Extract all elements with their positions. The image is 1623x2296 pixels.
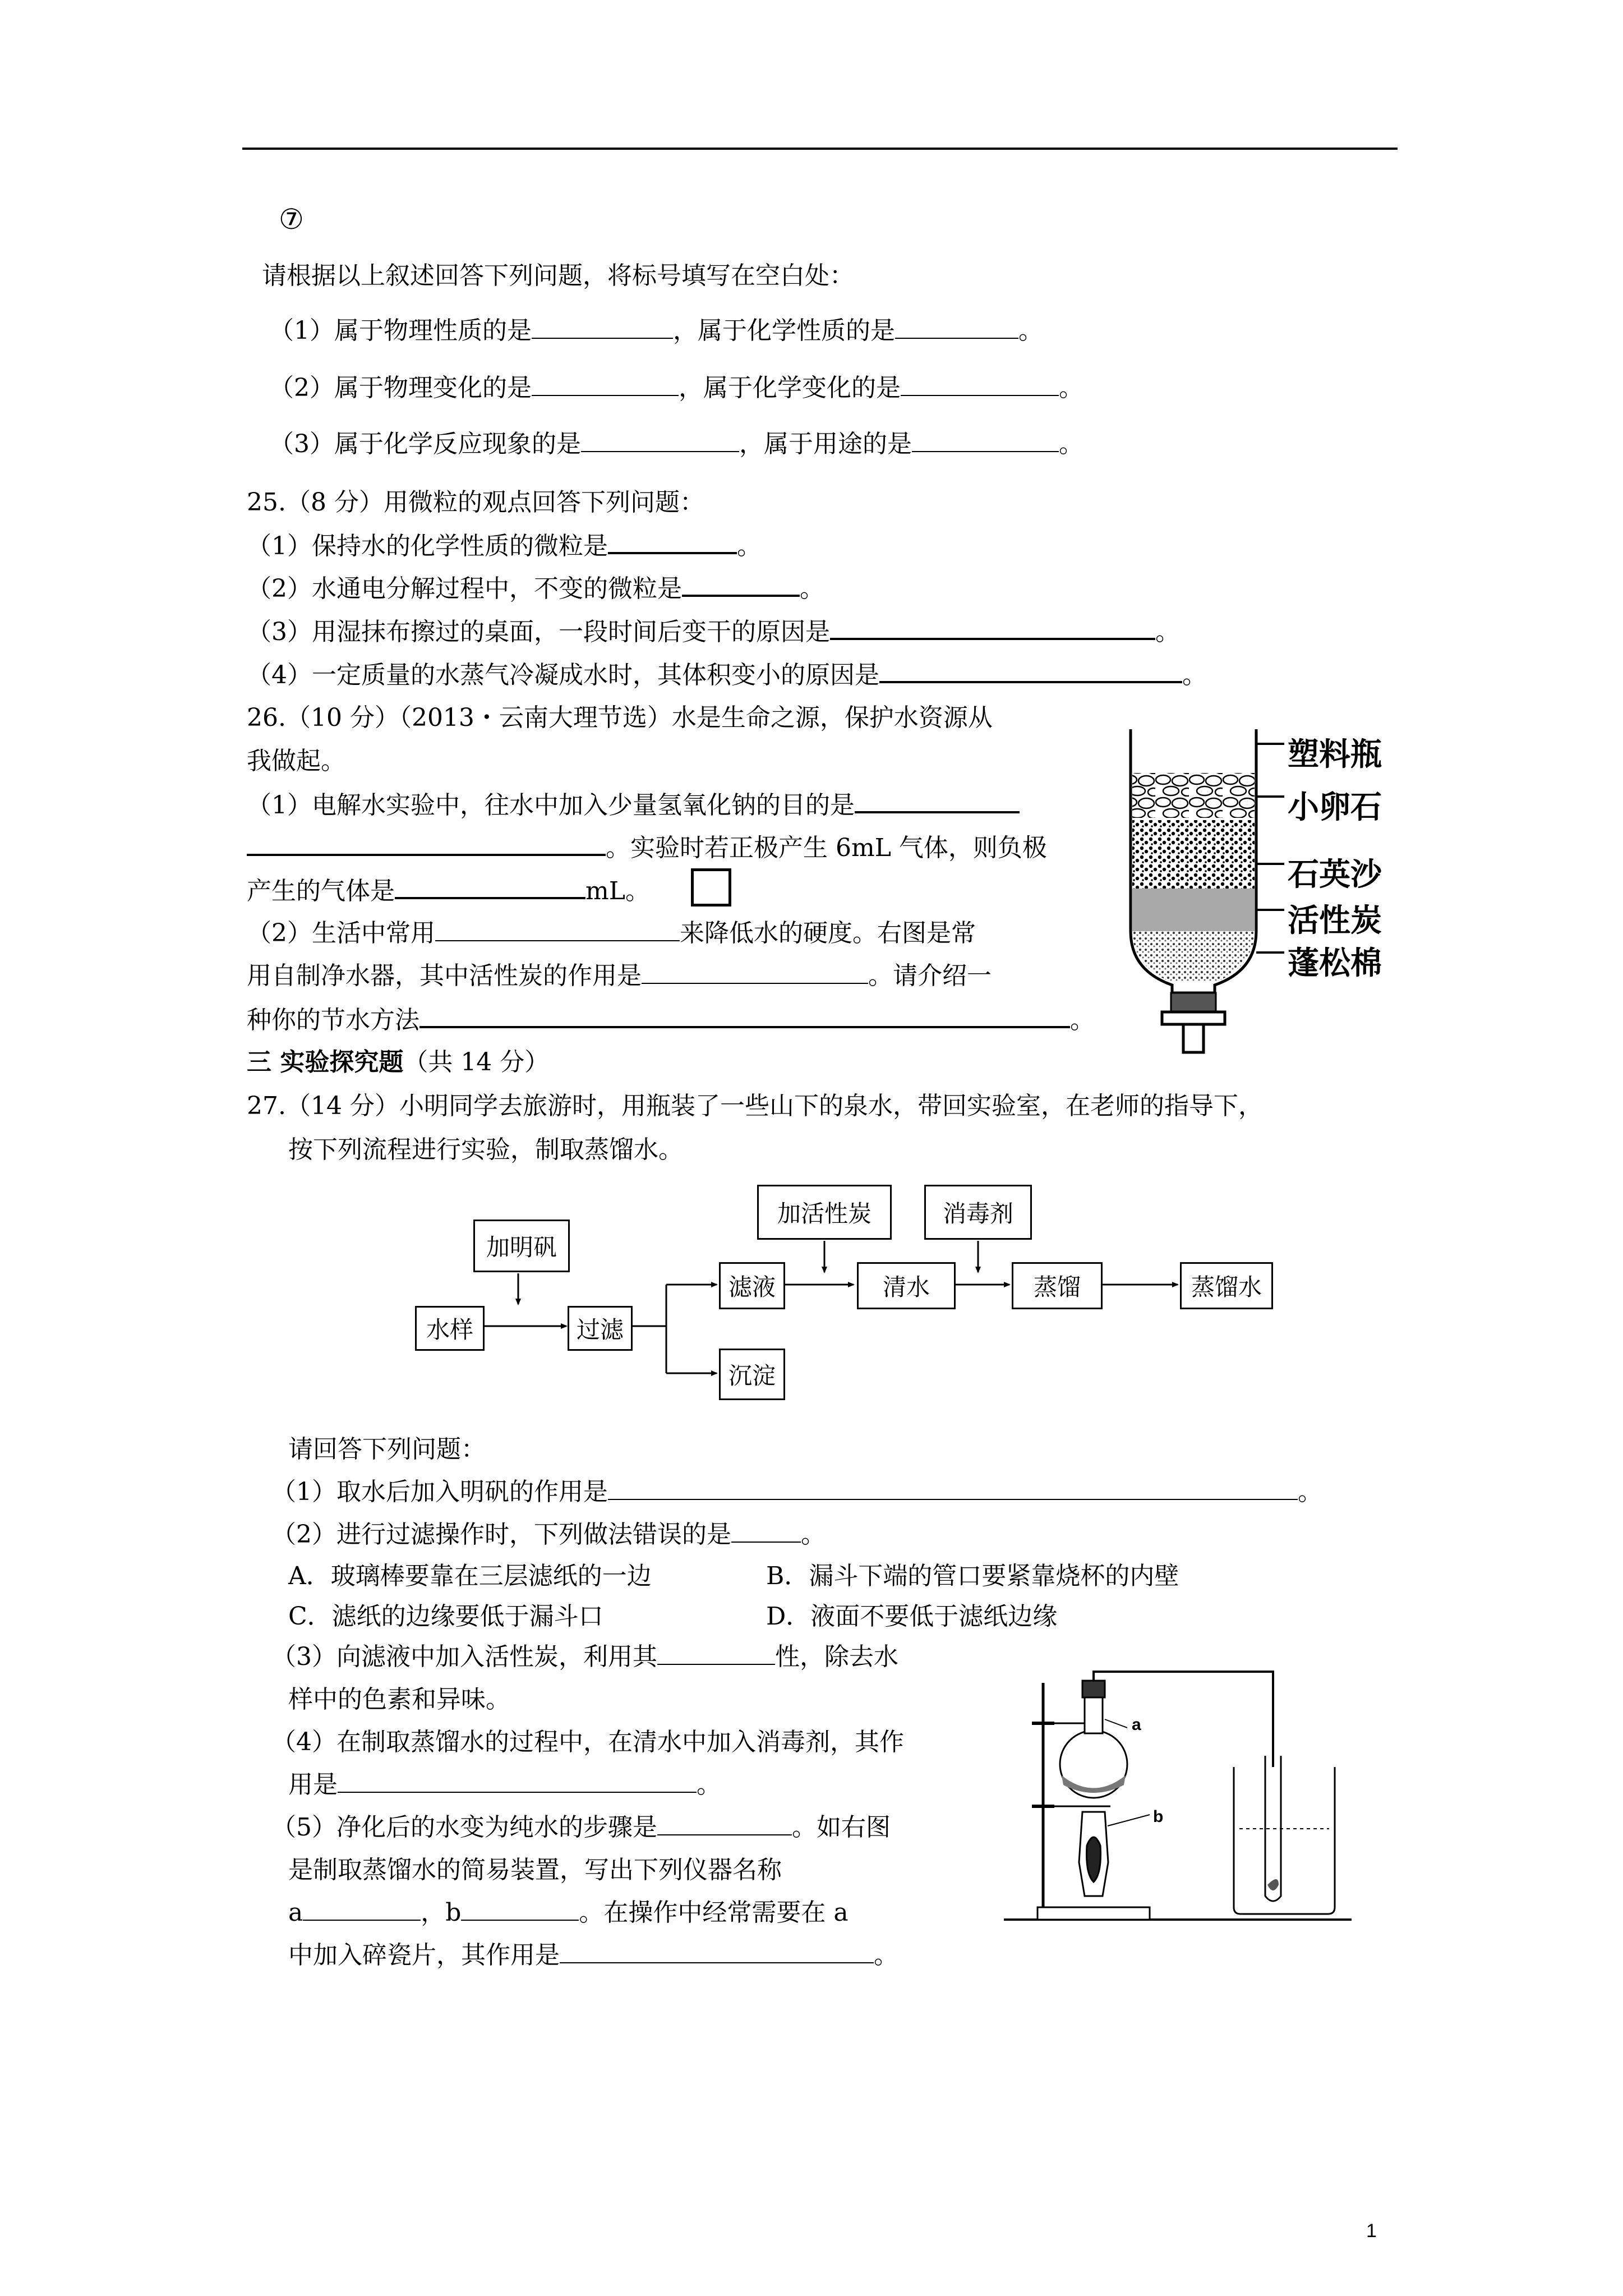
q27-prompt: 请回答下列问题：: [288, 1435, 486, 1464]
q27-line5-end: 中加入碎瓷片，其作用是 。: [288, 1941, 898, 1970]
q27-line1: （1）取水后加入明矾的作用是 。: [271, 1478, 1322, 1506]
label-activated-carbon: 活性炭: [1288, 903, 1382, 939]
q25-title: 25.（8 分）用微粒的观点回答下列问题：: [247, 488, 704, 517]
q27-line5-names: a ，b 。在操作中经常需要在 a: [288, 1898, 849, 1927]
q24-line3: （3）属于化学反应现象的是 ，属于用途的是 。: [269, 430, 1083, 458]
label-plastic-bottle: 塑料瓶: [1288, 737, 1382, 773]
q27-title-cont: 按下列流程进行实验，制取蒸馏水。: [288, 1135, 683, 1164]
apparatus-label-b: b: [1153, 1807, 1164, 1826]
answer-blank[interactable]: [338, 1773, 697, 1793]
q27-line3: （3）向滤液中加入活性炭，利用其 性，除去水: [271, 1642, 898, 1671]
answer-blank[interactable]: [657, 1645, 775, 1665]
q26-title: 26.（10 分）（2013・云南大理节选）水是生命之源，保护水资源从: [247, 703, 993, 732]
answer-blank[interactable]: [731, 1522, 801, 1543]
q27-option-d: D．液面不要低于滤纸边缘: [766, 1602, 1058, 1631]
q27-line4-cont: 用是 。: [288, 1770, 721, 1799]
flow-box-distilled-water: 蒸馏水: [1180, 1262, 1273, 1309]
answer-blank[interactable]: [461, 1901, 579, 1921]
q25-line3: （3）用湿抹布擦过的桌面，一段时间后变干的原因是 。: [247, 618, 1180, 646]
q26-line2: （2）生活中常用 来降低水的硬度。右图是常: [247, 919, 976, 947]
label-cotton: 蓬松棉: [1288, 945, 1382, 982]
q26-line2-cont: 用自制净水器，其中活性炭的作用是 。请介绍一: [247, 961, 992, 990]
section3-heading: 三 实验探究题（共 14 分）: [247, 1048, 550, 1076]
q24-prompt: 请根据以上叙述回答下列问题，将标号填写在空白处：: [262, 261, 854, 290]
apparatus-label-a: a: [1132, 1715, 1141, 1734]
q25-line4: （4）一定质量的水蒸气冷凝成水时，其体积变小的原因是 。: [247, 661, 1207, 689]
q25-line2: （2）水通电分解过程中，不变的微粒是 。: [247, 574, 824, 603]
q26-line2-end: 种你的节水方法 。: [247, 1006, 1095, 1034]
q27-option-b: B．漏斗下端的管口要紧靠烧杯的内壁: [766, 1562, 1179, 1590]
q27-option-c: C．滤纸的边缘要低于漏斗口: [288, 1602, 603, 1631]
answer-blank[interactable]: [560, 1943, 874, 1963]
answer-blank[interactable]: [303, 1901, 421, 1921]
label-pebbles: 小卵石: [1288, 789, 1382, 826]
q24-line1: （1）属于物理性质的是 ，属于化学性质的是 。: [269, 316, 1043, 345]
flow-box-activated-carbon: 加活性炭: [757, 1185, 892, 1240]
flow-box-distillation: 蒸馏: [1012, 1262, 1103, 1309]
q26-line1: （1）电解水实验中，往水中加入少量氢氧化钠的目的是: [247, 792, 1020, 818]
flow-box-precipitate: 沉淀: [719, 1349, 785, 1400]
flow-box-disinfectant: 消毒剂: [924, 1185, 1032, 1240]
flow-box-water-sample: 水样: [415, 1306, 485, 1351]
answer-blank[interactable]: [608, 1480, 1298, 1500]
q26-line1-cont: 。实验时若正极产生 6mL 气体，则负极: [247, 835, 1047, 861]
q27-line3-cont: 样中的色素和异味。: [288, 1685, 510, 1714]
flow-box-filter: 过滤: [568, 1306, 633, 1351]
q27-title: 27.（14 分）小明同学去旅游时，用瓶装了一些山下的泉水，带回实验室，在老师的指导下，: [247, 1092, 1263, 1120]
distillation-apparatus-figure: [1004, 1660, 1363, 1930]
q27-line4: （4）在制取蒸馏水的过程中，在清水中加入消毒剂，其作: [271, 1728, 904, 1756]
answer-blank[interactable]: [657, 1815, 792, 1835]
q24-line2: （2）属于物理变化的是 ，属于化学变化的是 。: [269, 374, 1083, 402]
flow-box-alum: 加明矾: [473, 1220, 570, 1272]
q26-line1-end: 产生的气体是 mL。: [247, 877, 650, 905]
q26-title-cont: 我做起。: [247, 747, 345, 775]
q27-line5-cont: 是制取蒸馏水的简易装置，写出下列仪器名称: [288, 1856, 782, 1884]
q25-line1: （1）保持水的化学性质的微粒是 。: [247, 532, 762, 560]
q27-line5: （5）净化后的水变为纯水的步骤是 。如右图: [271, 1813, 891, 1842]
flow-box-filtrate: 滤液: [719, 1262, 785, 1309]
flow-box-clear-water: 清水: [857, 1262, 956, 1309]
page-number: 1: [1366, 2220, 1377, 2242]
item-seven-marker: ⑦: [279, 203, 304, 236]
q27-line2: （2）进行过滤操作时，下列做法错误的是 。: [271, 1520, 826, 1549]
label-quartz-sand: 石英沙: [1288, 857, 1382, 893]
q27-option-a: A．玻璃棒要靠在三层滤纸的一边: [288, 1562, 652, 1590]
